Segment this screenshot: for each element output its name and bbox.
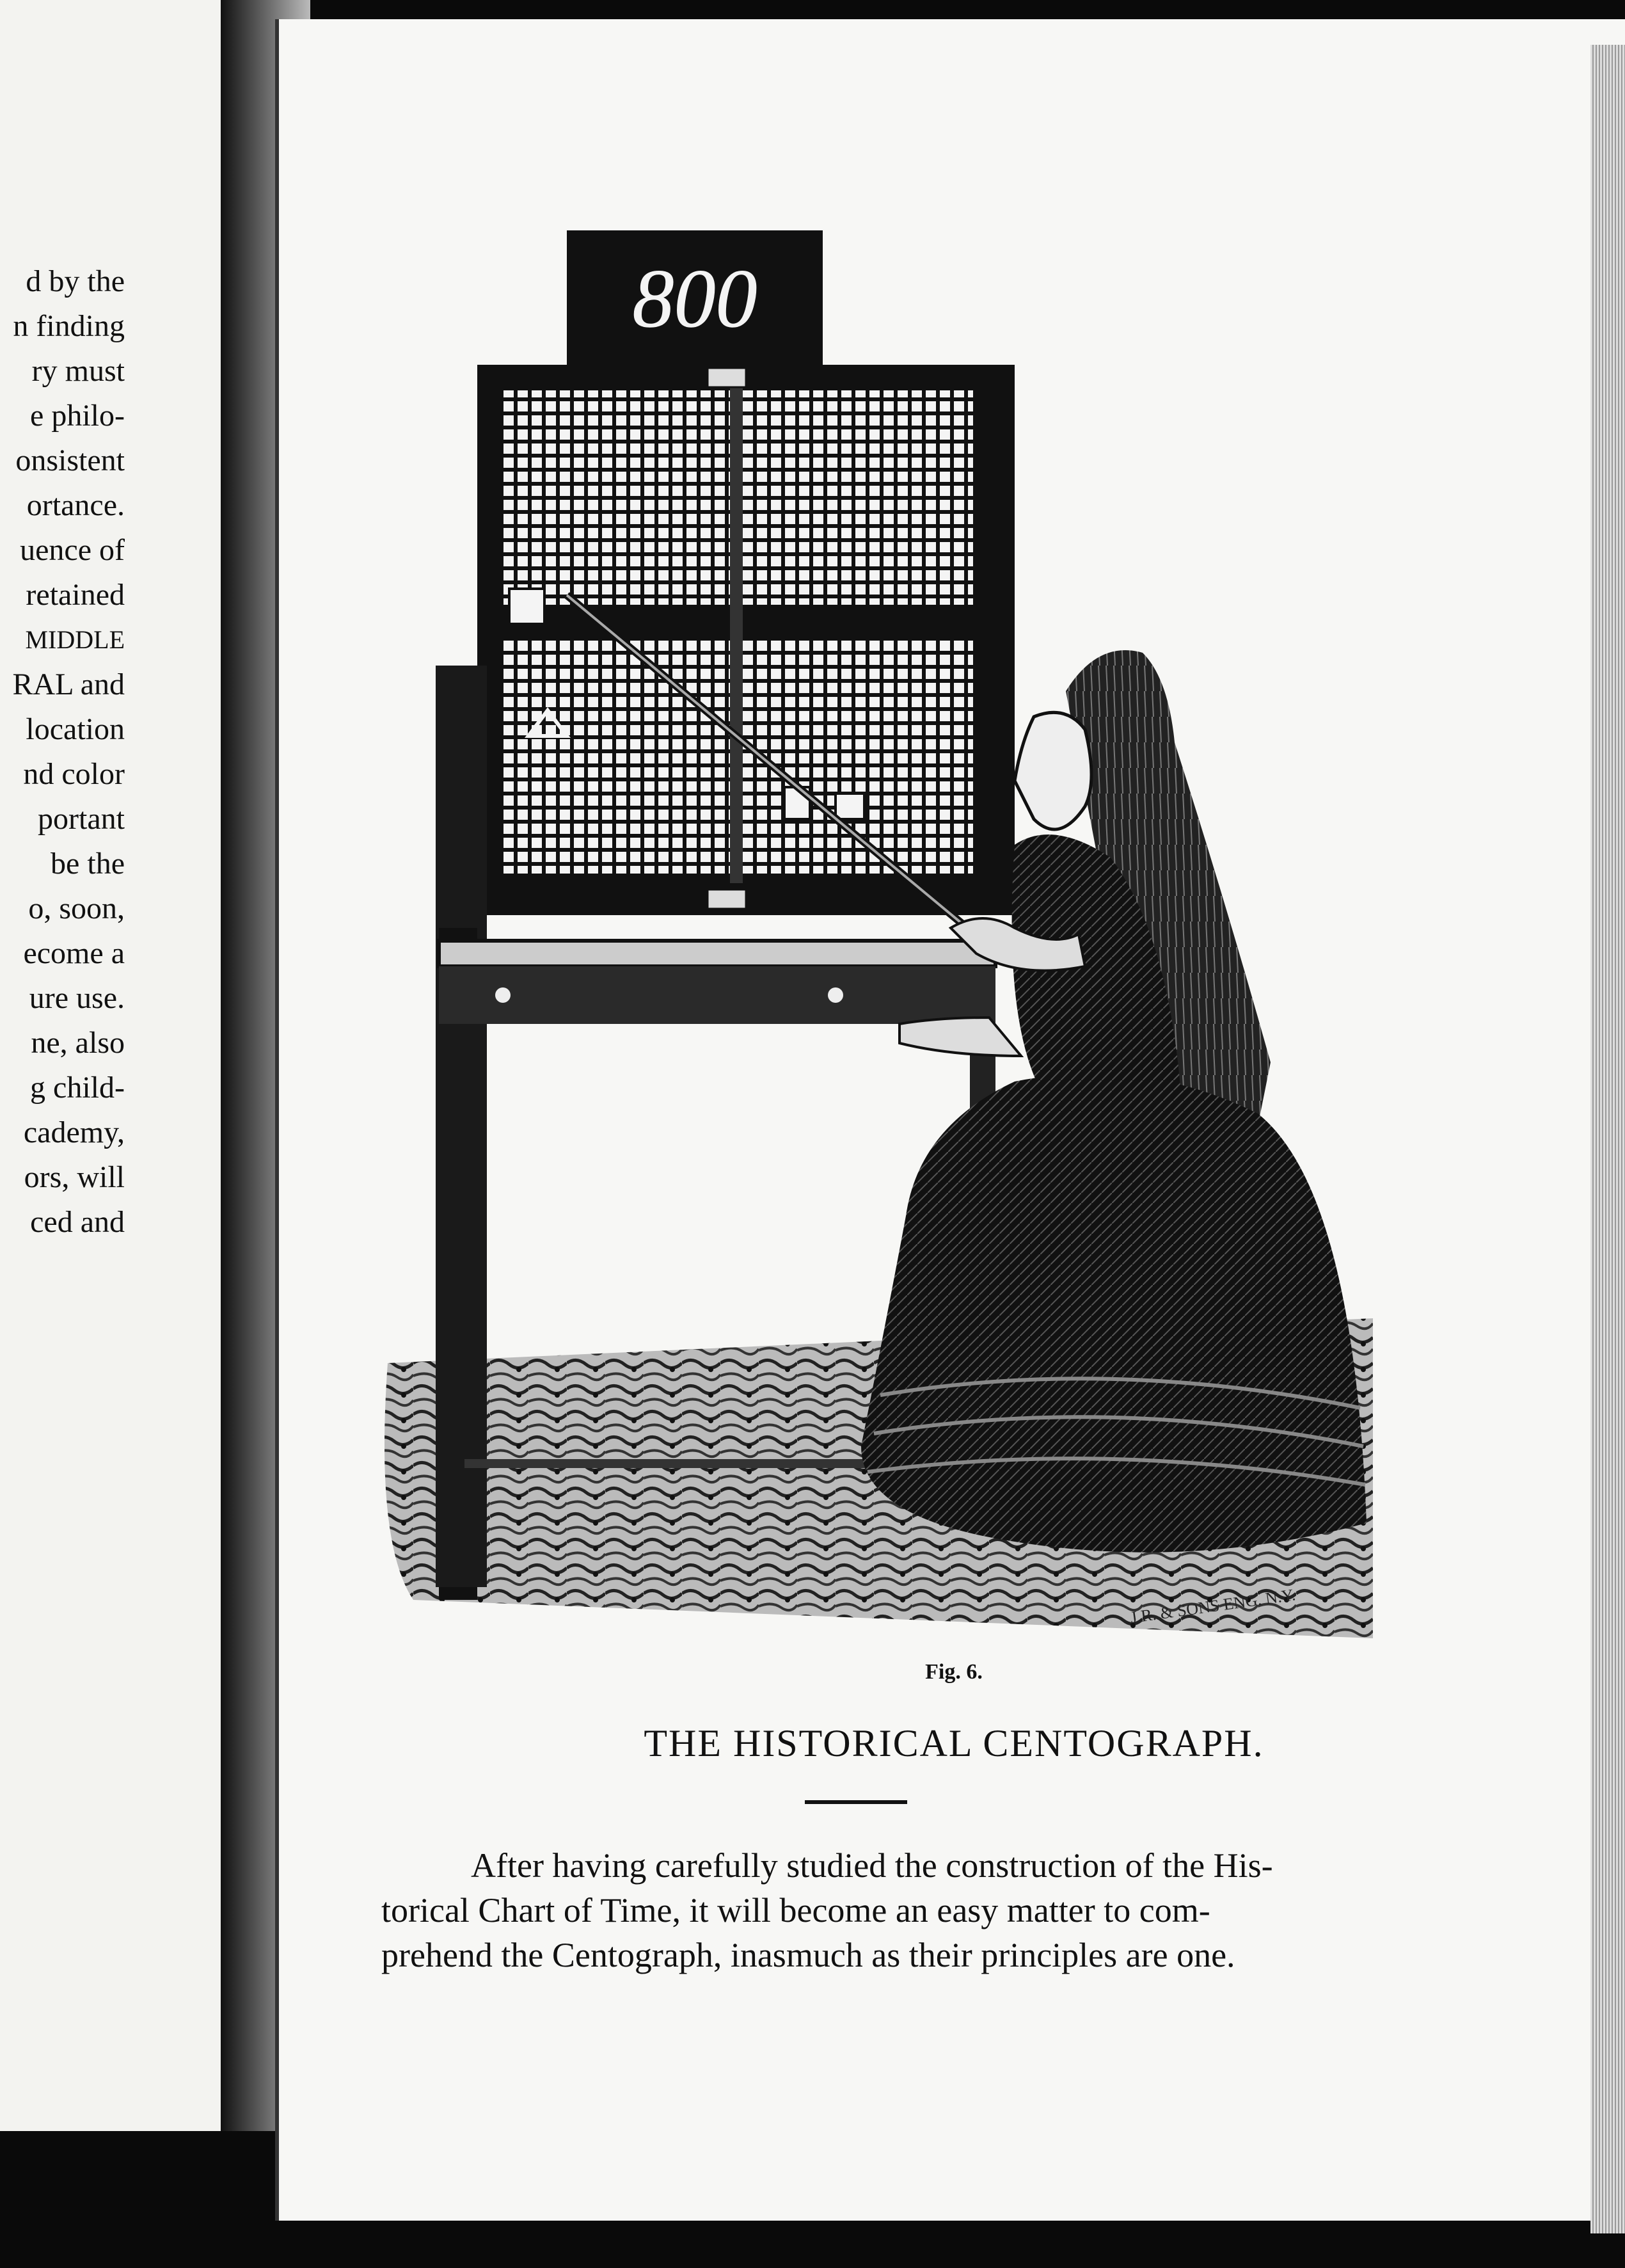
- left-text-line: retained: [26, 578, 125, 612]
- left-text-line: ced and: [30, 1205, 125, 1239]
- figure-title: THE HISTORICAL CENTOGRAPH.: [644, 1722, 1264, 1764]
- left-text-line: onsistent: [15, 443, 125, 477]
- table-drawer: [439, 966, 995, 1024]
- grid-panel: [500, 640, 730, 874]
- face: [1015, 712, 1091, 829]
- centograph-engraving: [375, 230, 1386, 1645]
- left-text-line: ortance.: [26, 488, 125, 522]
- left-text-line: ne, also: [31, 1026, 125, 1060]
- left-text-line: ure use.: [29, 981, 125, 1015]
- title-rule: [805, 1800, 907, 1804]
- skirt: [861, 1074, 1367, 1553]
- left-text-line: nd color: [23, 757, 125, 791]
- grid-panel: [743, 390, 973, 605]
- left-text-line: d by the: [26, 264, 125, 298]
- body-paragraph: [381, 1843, 1431, 1977]
- left-text-line: o, soon,: [28, 891, 125, 925]
- left-text-line: n finding: [13, 309, 125, 343]
- board-number: 800: [632, 253, 757, 345]
- body-line: torical Chart of Time, it will become an easy matter to com-: [381, 1891, 1210, 1929]
- left-page: [0, 0, 226, 2131]
- left-text-line: g child-: [30, 1071, 125, 1105]
- figure-label: Fig. 6.: [925, 1660, 983, 1684]
- table-top: [439, 941, 995, 966]
- left-text-line: uence of: [20, 533, 125, 567]
- left-text-line: ecome a: [23, 936, 125, 970]
- page-edge: [1590, 45, 1625, 2233]
- body-line: After having carefully studied the construction of the His-: [471, 1846, 1273, 1885]
- left-text-line: e philo-: [30, 399, 125, 433]
- left-text-line: portant: [38, 802, 125, 836]
- left-text-line: MIDDLE: [25, 625, 125, 654]
- engraver-signature: J.R. & SONS ENG. N.Y.: [1129, 1585, 1297, 1627]
- left-text-line: be the: [51, 847, 125, 881]
- body-line: prehend the Centograph, inasmuch as their principles are one.: [381, 1936, 1235, 1974]
- left-text-line: cademy,: [23, 1115, 125, 1149]
- left-text-line: location: [26, 712, 125, 746]
- right-page: [275, 19, 1625, 2221]
- grid-panel: [500, 390, 730, 605]
- left-text-line: RAL and: [12, 667, 125, 701]
- table-leg: [439, 1024, 484, 1587]
- left-text-line: ors, will: [24, 1160, 125, 1194]
- left-text-line: ry must: [31, 354, 125, 388]
